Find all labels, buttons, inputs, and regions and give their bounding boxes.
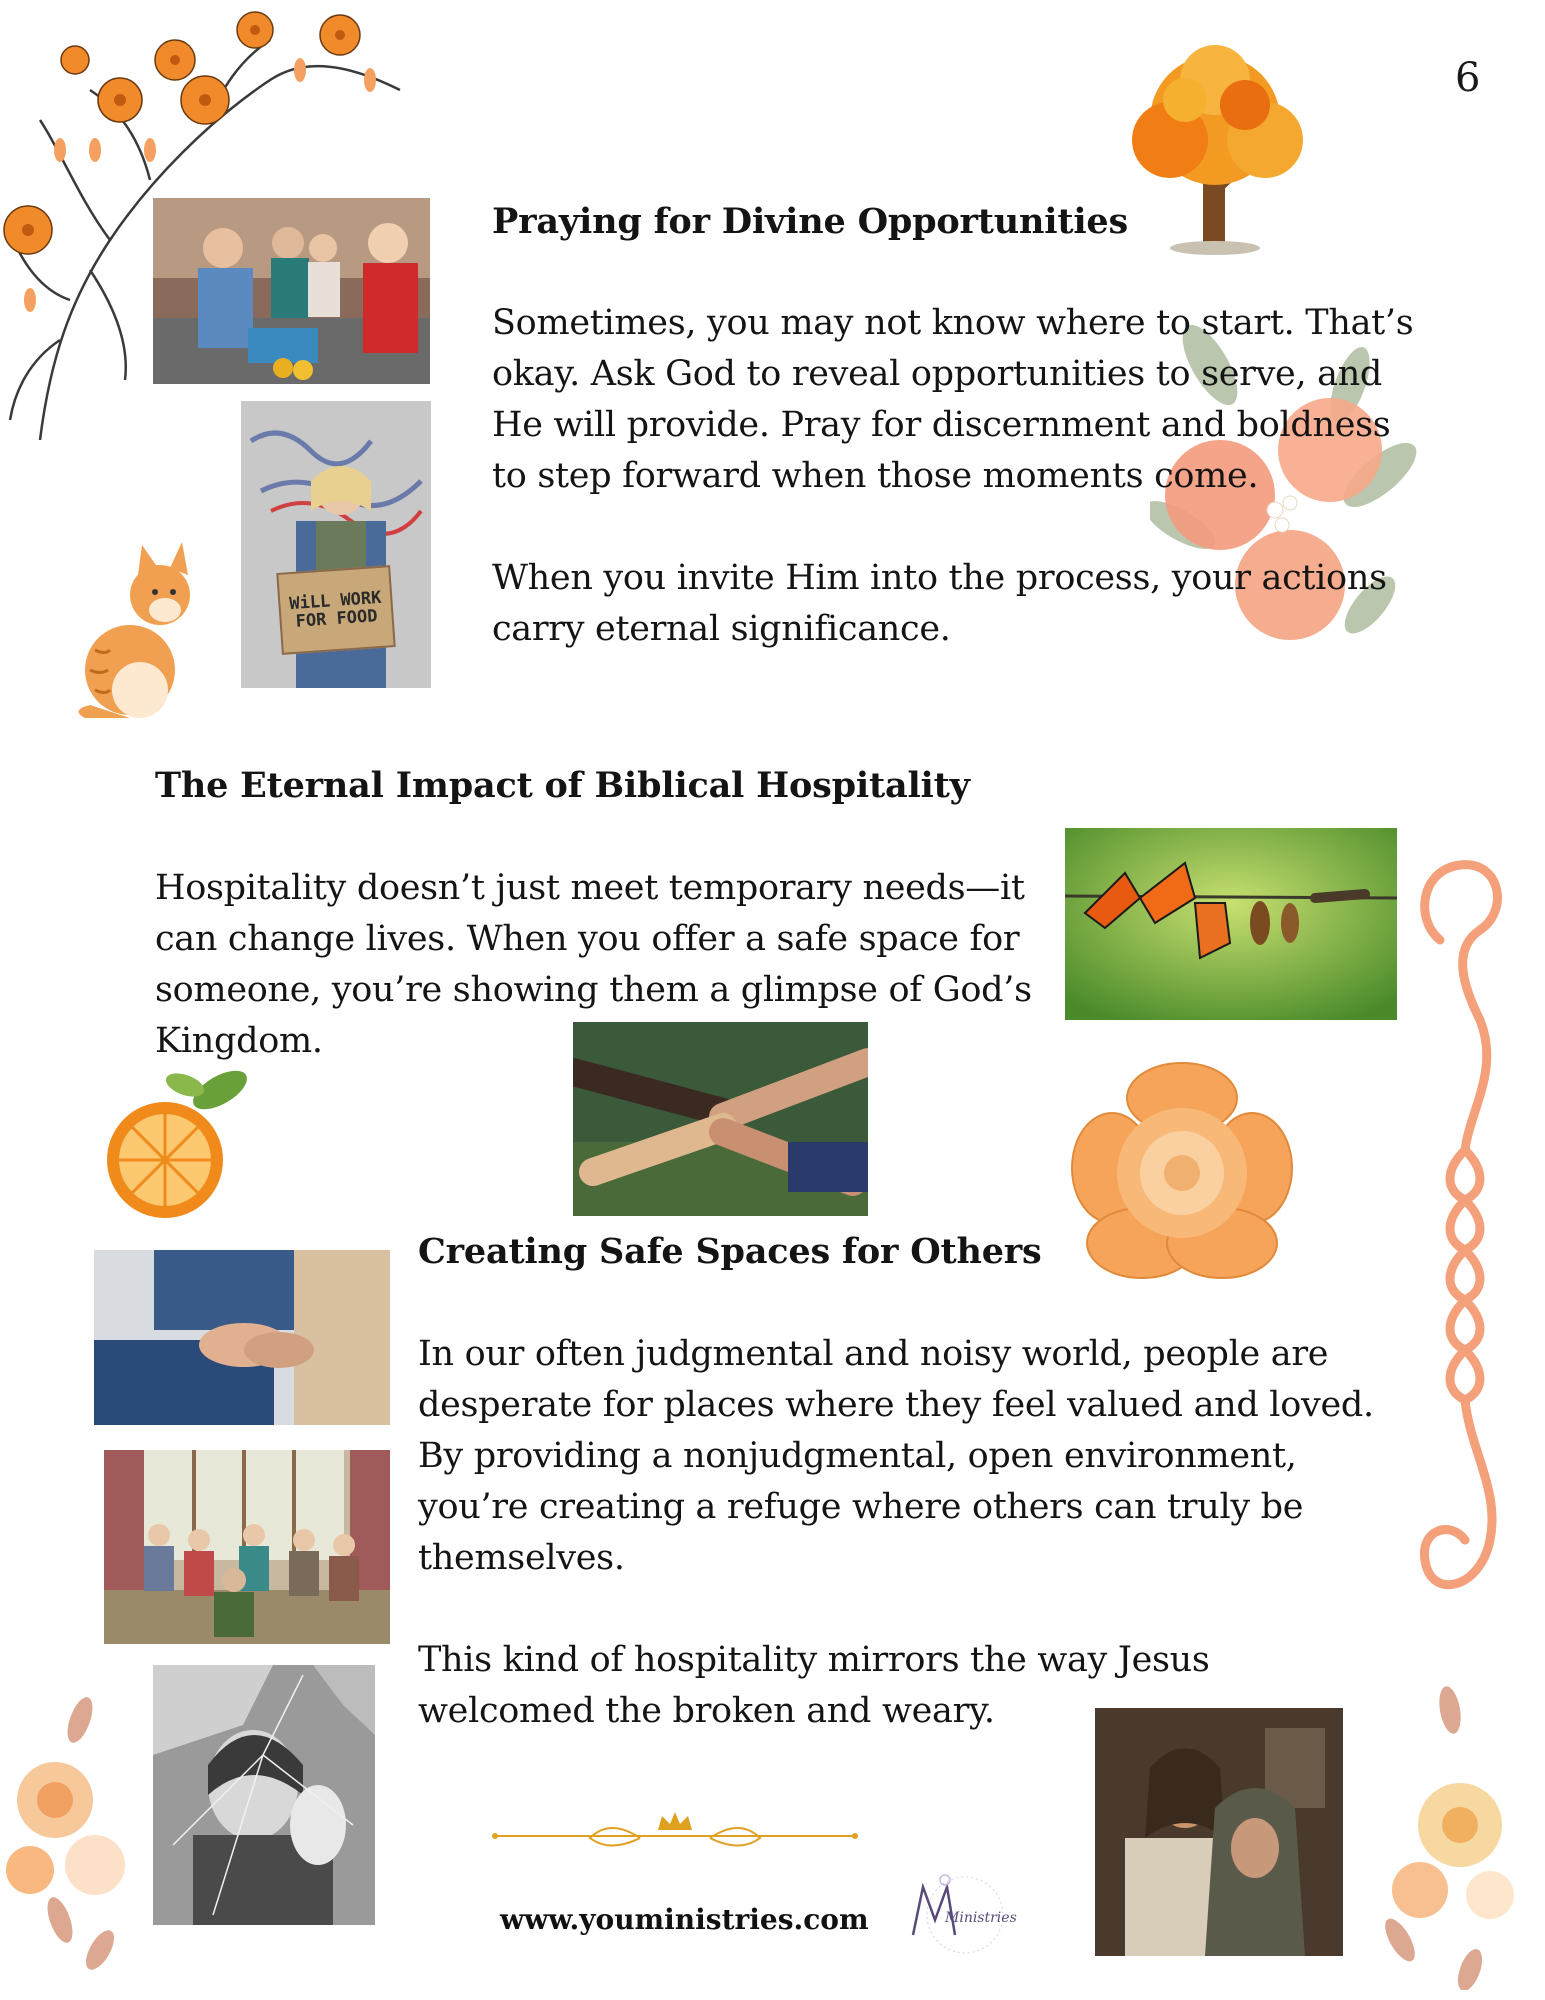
jesus-comforting-photo bbox=[1095, 1708, 1343, 1956]
swirl-border-decoration bbox=[1410, 850, 1520, 1640]
page-number: 6 bbox=[1455, 55, 1481, 101]
homeless-sign-photo bbox=[241, 401, 431, 688]
section-paragraph: When you invite Him into the process, your actions carry eternal significance. bbox=[492, 558, 1387, 649]
orange-cat-decoration bbox=[70, 540, 195, 720]
ministries-logo bbox=[905, 1865, 1015, 1960]
grocery-checkout-photo bbox=[153, 198, 430, 384]
section-divine-opportunities bbox=[492, 200, 1452, 244]
orange-fruit-decoration bbox=[100, 1060, 260, 1225]
section-paragraph: Sometimes, you may not know where to start. That’s okay. Ask God to reveal opportunities to serve, and He will provide. Pray for discernment and boldness to step forward when those moments come. bbox=[492, 303, 1414, 496]
section-paragraph: Hospitality doesn’t just meet temporary needs—it can change lives. When you offer a safe space for someone, you’re showing them a glimpse of God’s Kingdom. bbox=[155, 868, 1032, 1061]
support-group-photo bbox=[104, 1450, 390, 1644]
section-safe-spaces bbox=[418, 1230, 1418, 1274]
section-eternal-impact bbox=[155, 764, 1155, 808]
bouquet-right-decoration bbox=[1360, 1680, 1520, 1990]
section-paragraph: This kind of hospitality mirrors the way Jesus welcomed the broken and weary. bbox=[418, 1640, 1210, 1731]
section-paragraph: In our often judgmental and noisy world, people are desperate for places where they feel valued and loved. By providing a nonjudgmental, open environment, you’re creating a refuge where others can truly be themselves. bbox=[418, 1334, 1374, 1578]
section-heading: Creating Safe Spaces for Others bbox=[418, 1231, 1042, 1272]
bouquet-left-decoration bbox=[0, 1680, 150, 1980]
footer-url: www.youministries.com bbox=[500, 1903, 869, 1936]
section-body bbox=[492, 298, 1432, 655]
logo-text: Ministries bbox=[945, 1910, 1017, 1926]
crown-divider-ornament bbox=[490, 1808, 860, 1856]
section-heading: The Eternal Impact of Biblical Hospitality bbox=[155, 765, 970, 806]
holding-hands-photo bbox=[94, 1250, 390, 1425]
butterfly-lifecycle-photo bbox=[1065, 828, 1397, 1020]
section-body bbox=[418, 1329, 1393, 1737]
stacked-hands-photo bbox=[573, 1022, 868, 1216]
section-heading: Praying for Divine Opportunities bbox=[492, 201, 1128, 242]
shattered-glass-woman-photo bbox=[153, 1665, 375, 1925]
sign-text: WiLL WORK FOR FOOD bbox=[276, 565, 395, 655]
